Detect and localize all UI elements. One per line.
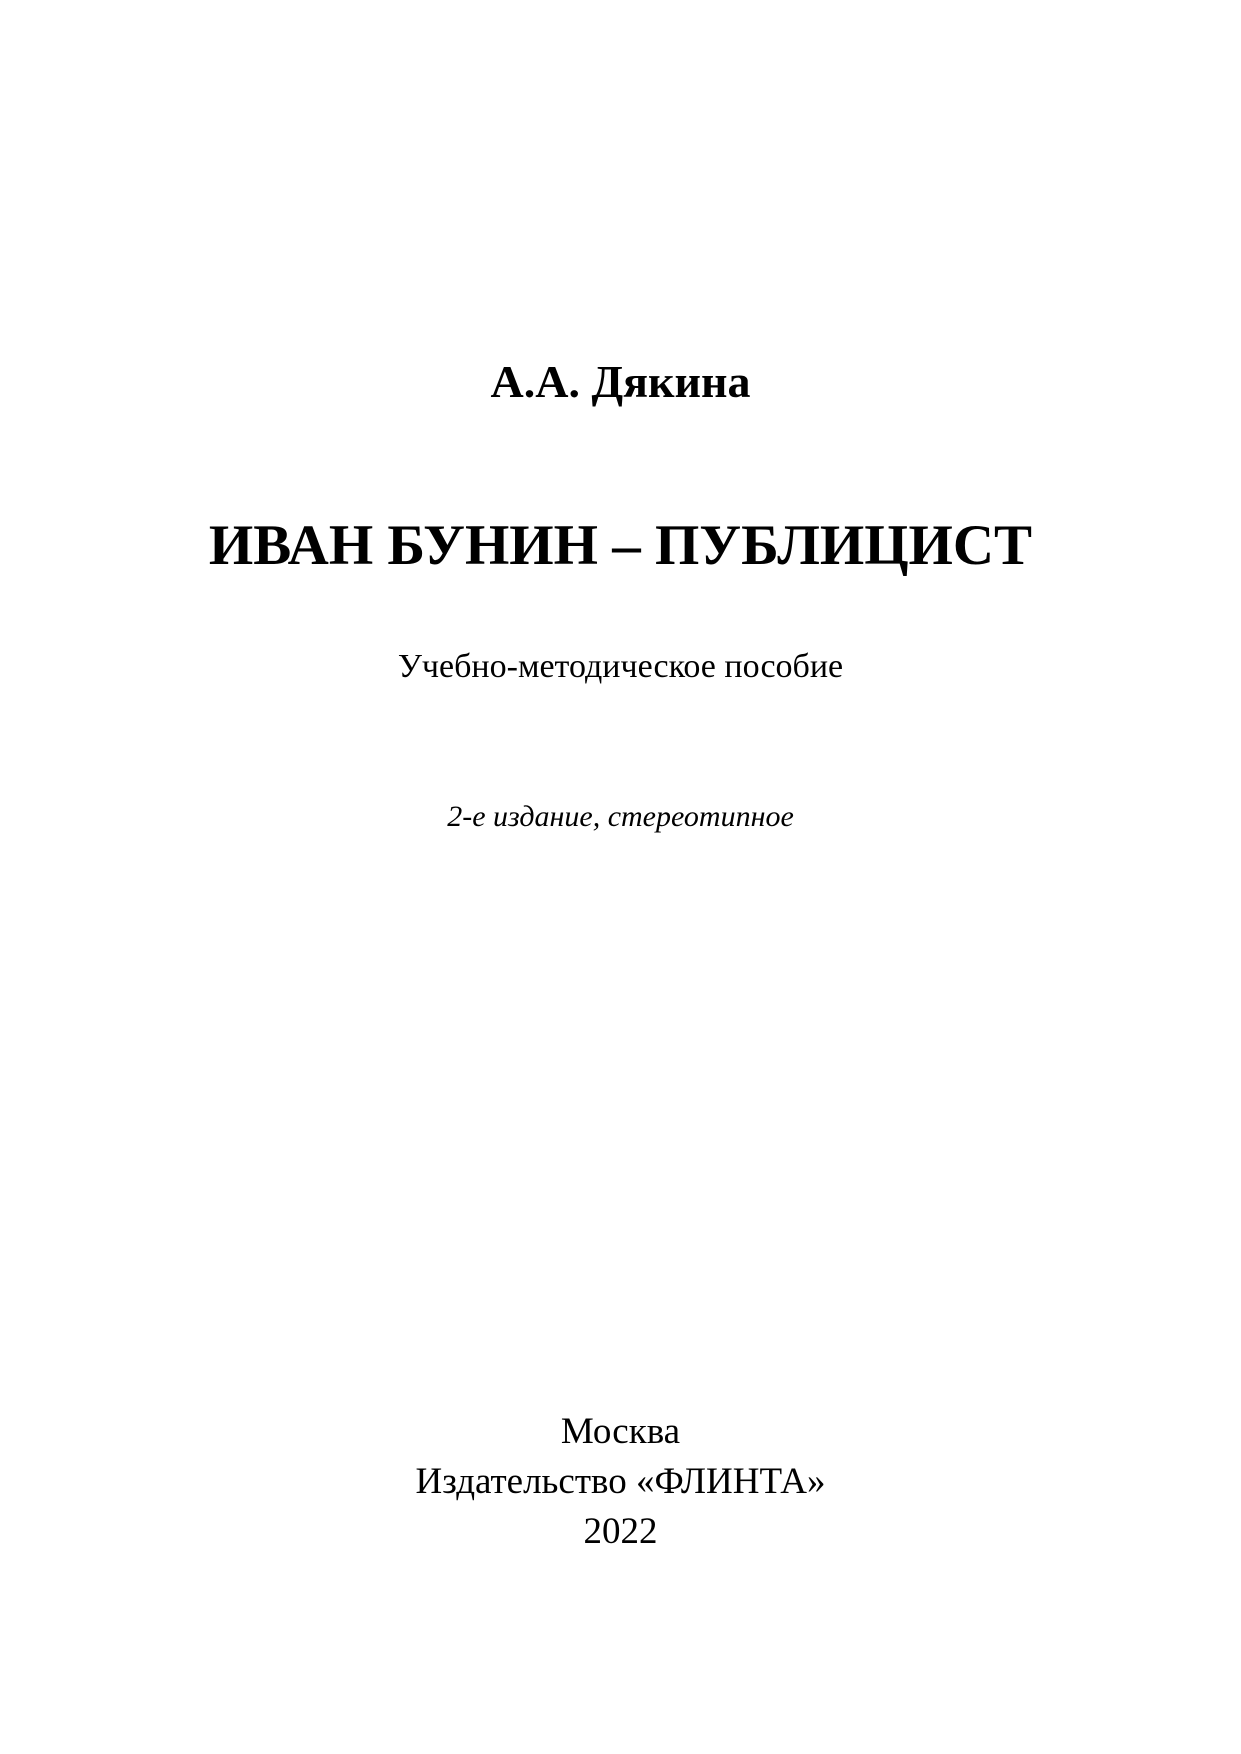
imprint-city: Москва [560,1411,681,1452]
author-name: А.А. Дякина [490,356,751,407]
imprint-publisher: Издательство «ФЛИНТА» [415,1461,826,1502]
imprint-block [0,1407,1241,1557]
book-subtitle: Учебно-методическое пособие [397,648,844,685]
edition-note: 2-е издание, стереотипное [447,800,794,833]
imprint-year: 2022 [583,1511,658,1552]
book-title: ИВАН БУНИН – ПУБЛИЦИСТ [208,514,1033,577]
